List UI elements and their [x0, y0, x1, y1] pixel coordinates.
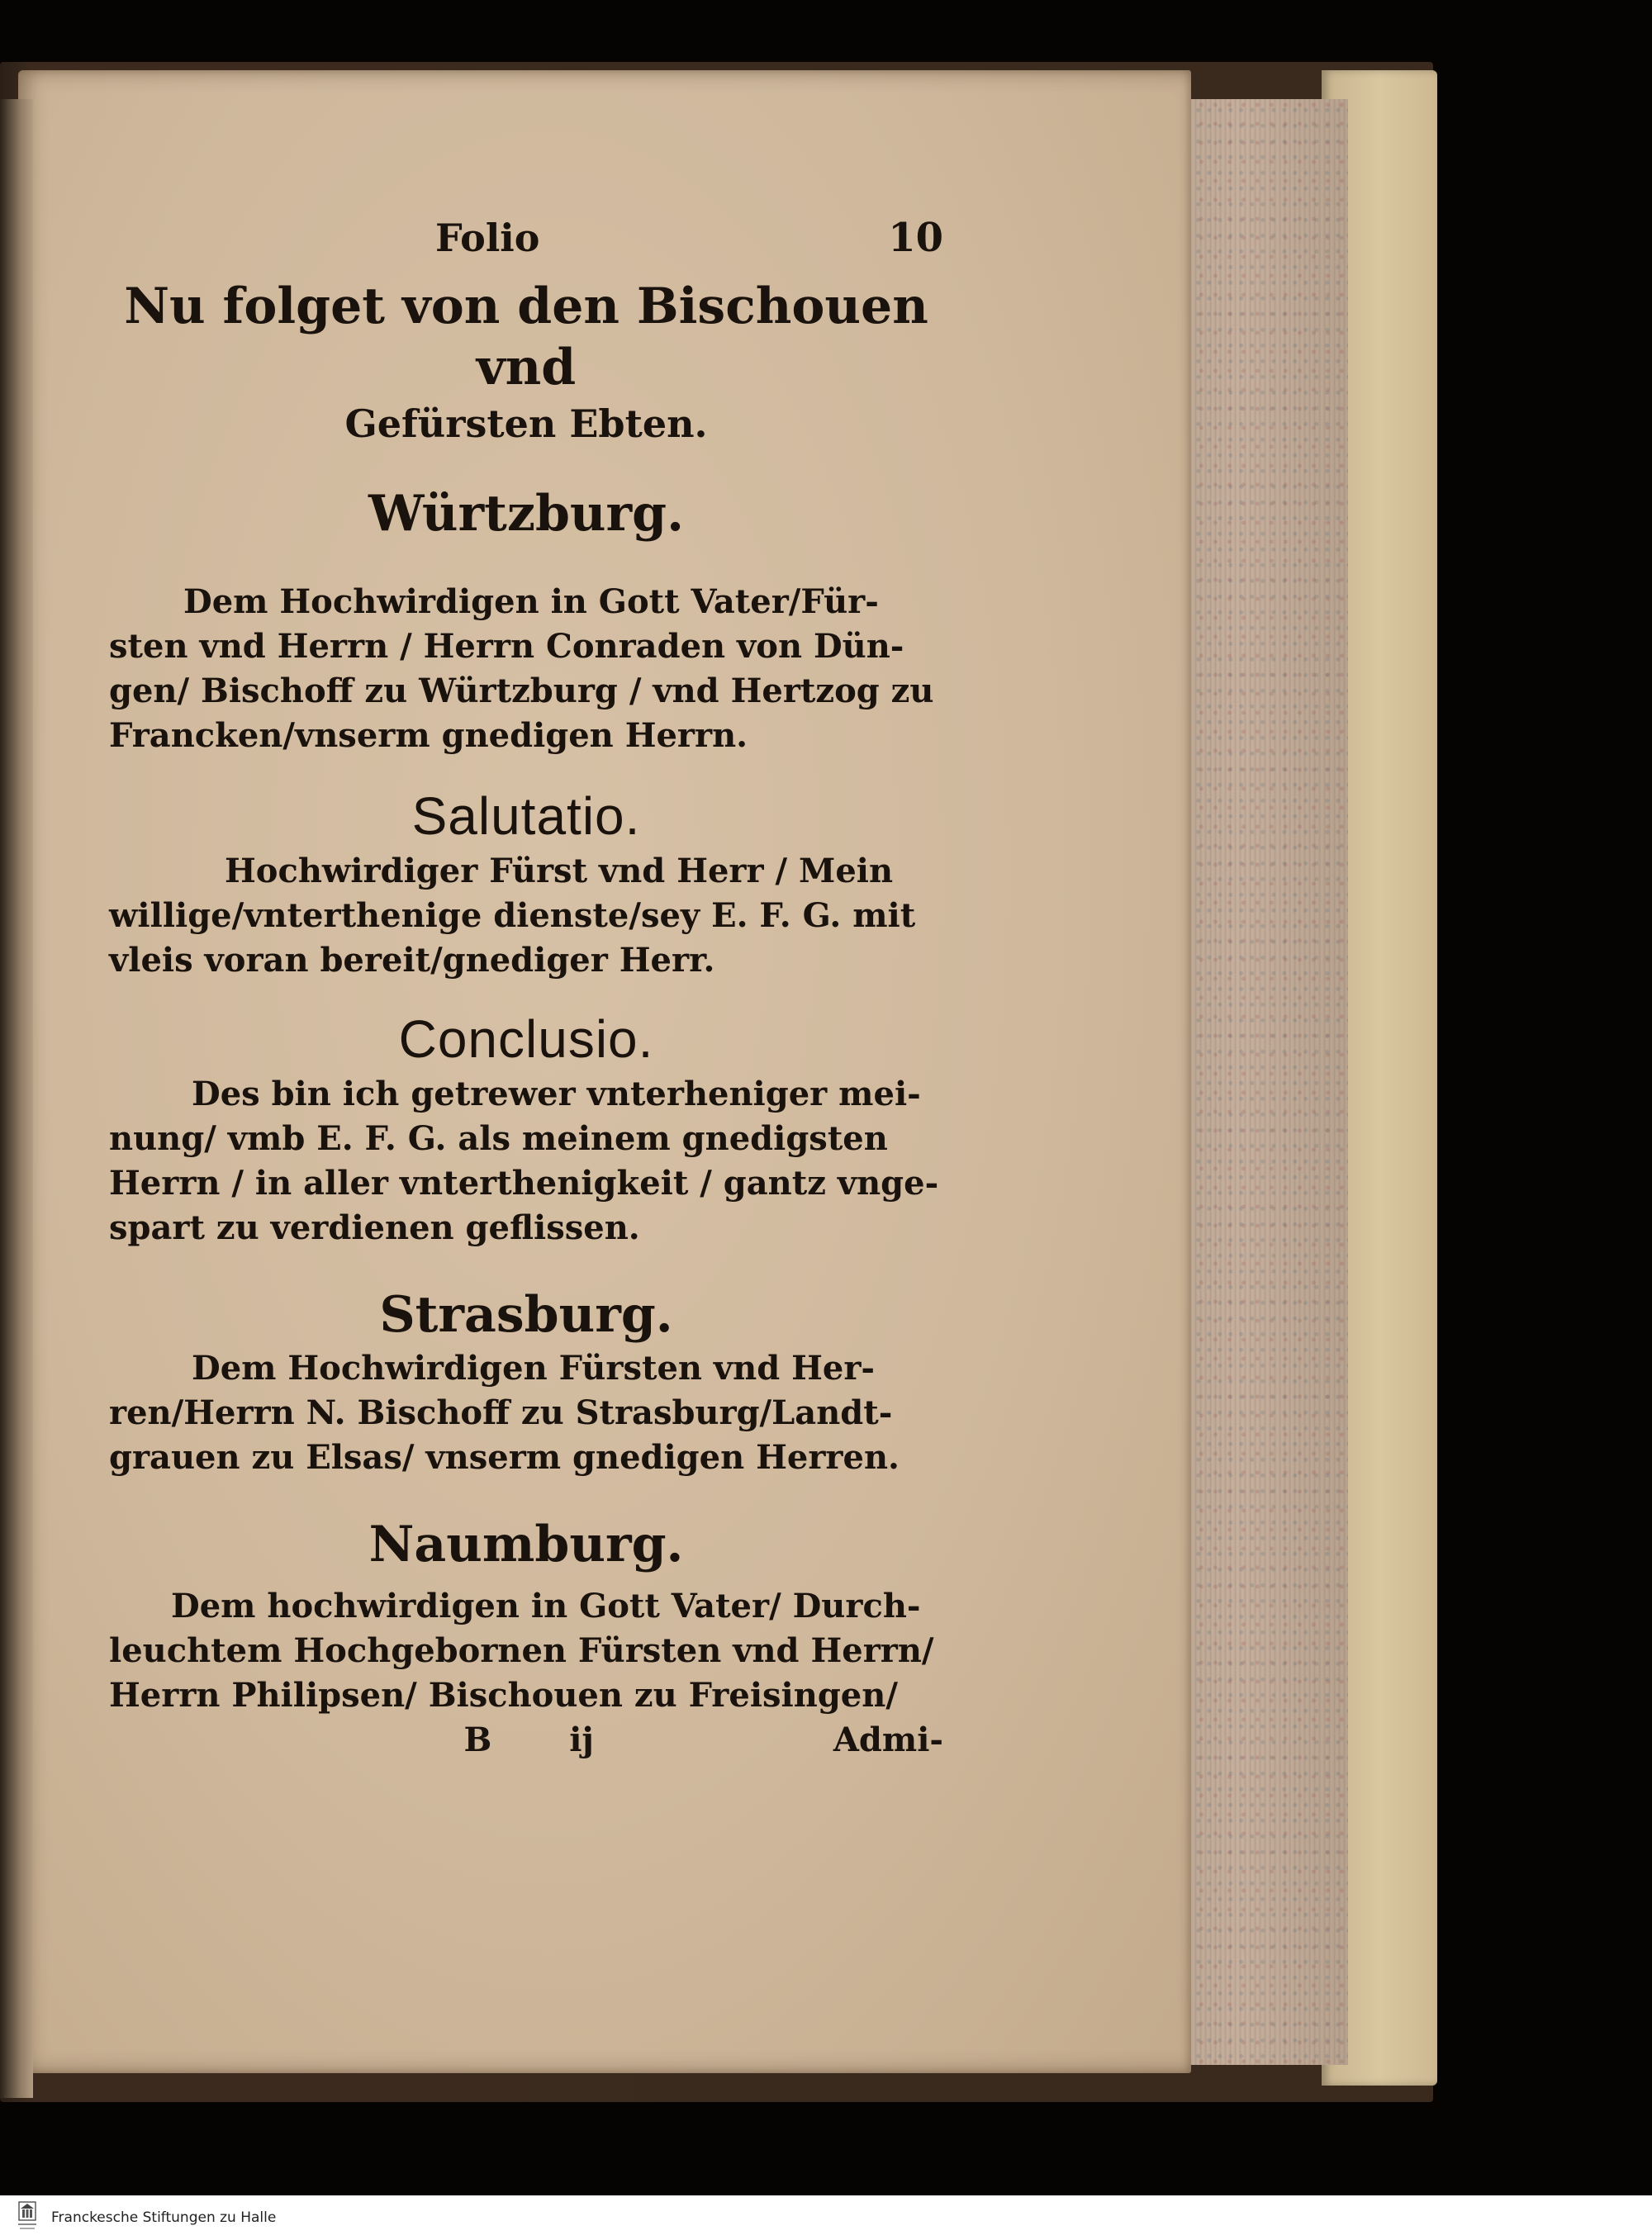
text-line: gen/ Bischoff zu Würtzburg / vnd Hertzog zu [109, 672, 934, 710]
paragraph-strasburg [109, 1346, 943, 1480]
page-title: Nu folget von den Bischouen vnd [124, 278, 928, 396]
catchword: Admi- [833, 1720, 943, 1759]
book-page [18, 70, 1191, 2073]
page-gutter [0, 99, 33, 2098]
text-line: sten vnd Herrn / Herrn Conraden von Dün- [109, 627, 904, 666]
text-line: Herrn Philipsen/ Bischouen zu Freisingen/ [109, 1676, 898, 1715]
text-line: spart zu verdienen geflissen. [109, 1208, 640, 1247]
franckesche-stiftungen-logo-icon[interactable] [15, 2200, 40, 2235]
paragraph-salutatio [109, 849, 943, 983]
text-line: willige/vnterthenige dienste/sey E. F. G. mit [109, 896, 916, 935]
catchline [109, 1718, 943, 1763]
text-line: Francken/vnserm gnedigen Herrn. [109, 716, 748, 755]
text-line: grauen zu Elsas/ vnserm gnedigen Herren. [109, 1438, 900, 1477]
page-fore-edge [1169, 99, 1348, 2065]
text-line: vleis voran bereit/gnediger Herr. [109, 941, 715, 980]
text-line: ren/Herrn N. Bischoff zu Strasburg/Landt- [109, 1393, 893, 1432]
text-line: Hochwirdiger Fürst vnd Herr / Mein [225, 852, 894, 890]
text-line: Herrn / in aller vnterthenigkeit / gantz vnge- [109, 1164, 939, 1203]
paragraph-naumburg [109, 1584, 943, 1718]
footer-institution-label[interactable]: Franckesche Stiftungen zu Halle [51, 2209, 277, 2226]
signature-mark [430, 1718, 626, 1763]
paragraph-wuertzburg [109, 580, 943, 758]
text-line: Dem Hochwirdigen in Gott Vater/Für- [183, 582, 879, 621]
signature-letter: B [463, 1720, 492, 1759]
section-heading-wuertzburg: Würtzburg. [368, 485, 684, 543]
viewer-footer [0, 2195, 1652, 2240]
section-heading-conclusio: Conclusio. [398, 1009, 654, 1069]
text-line: nung/ vmb E. F. G. als meinem gnedigsten [109, 1119, 888, 1158]
header-folio: Folio [435, 216, 540, 260]
section-heading-strasburg: Strasburg. [379, 1286, 673, 1344]
page-subtitle: Gefürsten Ebten. [344, 401, 708, 446]
text-line: leuchtem Hochgebornen Fürsten vnd Herrn/ [109, 1631, 934, 1670]
section-heading-naumburg: Naumburg. [368, 1516, 684, 1573]
paragraph-conclusio [109, 1072, 943, 1251]
page-text-block [109, 215, 943, 1763]
page-header [109, 215, 943, 273]
text-line: Dem Hochwirdigen Fürsten vnd Her- [192, 1349, 876, 1388]
folio-number: 10 [888, 215, 943, 261]
section-heading-salutatio: Salutatio. [411, 786, 641, 846]
signature-number: ij [569, 1720, 594, 1759]
text-line: Des bin ich getrewer vnterheniger mei- [192, 1075, 921, 1113]
text-line: Dem hochwirdigen in Gott Vater/ Durch- [171, 1587, 921, 1625]
